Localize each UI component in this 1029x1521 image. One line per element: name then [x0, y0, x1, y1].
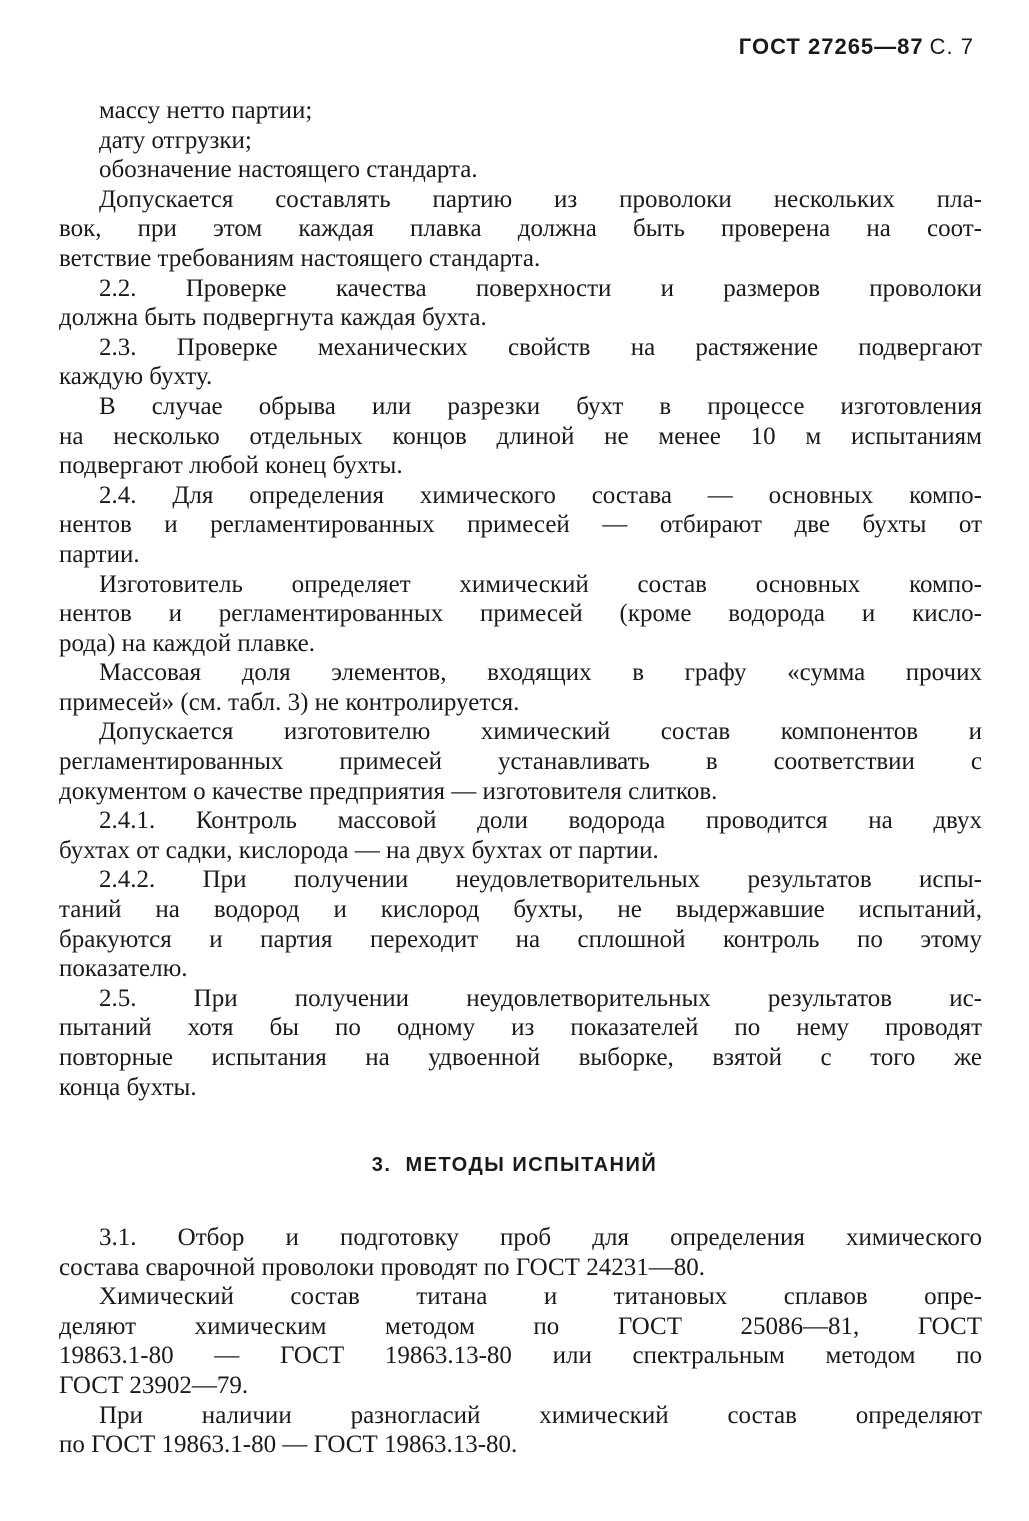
text-line: нентов и регламентированных примесей — отбирают две бухты от: [59, 511, 982, 539]
text-line: дату отгрузки;: [99, 126, 252, 154]
text-line: 2.5. При получении неудовлетворительных результатов ис-: [99, 984, 982, 1012]
text-line: 2.4. Для определения химического состава — основных компо-: [99, 481, 982, 509]
text-line: примесей» (см. табл. 3) не контролируется.: [59, 688, 520, 716]
text-line: 2.4.1. Контроль массовой доли водорода проводится на двух: [99, 807, 982, 835]
text-line: пытаний хотя бы по одному из показателей по нему проводят: [59, 1014, 982, 1042]
text-line: на несколько отдельных концов длиной не менее 10 м испытаниям: [59, 422, 982, 450]
text-line: должна быть подвергнута каждая бухта.: [59, 304, 487, 332]
text-line: Допускается составлять партию из проволоки нескольких пла-: [99, 185, 982, 213]
text-line: Химический состав титана и титановых сплавов опре-: [99, 1283, 982, 1311]
text-line: 2.4.2. При получении неудовлетворительных результатов испы-: [99, 866, 982, 894]
section-3-text: [59, 1223, 982, 1460]
section-title: МЕТОДЫ ИСПЫТАНИЙ: [405, 1154, 658, 1176]
text-line: повторные испытания на удвоенной выборке, взятой с того же: [59, 1044, 982, 1071]
text-line: каждую бухту.: [59, 363, 213, 391]
text-line: 2.2. Проверке качества поверхности и размеров проволоки: [99, 274, 982, 302]
text-line: подвергают любой конец бухты.: [59, 452, 403, 480]
section-number: 3.: [371, 1154, 392, 1176]
text-line: ветствие требованиям настоящего стандарта.: [59, 244, 541, 272]
text-line: рода) на каждой плавке.: [59, 629, 316, 657]
text-line: При наличии разногласий химический состав определяют: [99, 1401, 982, 1429]
text-line: обозначение настоящего стандарта.: [99, 156, 478, 184]
text-line: Массовая доля элементов, входящих в графу «сумма прочих: [99, 659, 982, 687]
text-line: Допускается изготовителю химический состав компонентов и: [99, 718, 982, 746]
text-line: регламентированных примесей устанавливать в соответствии с: [59, 748, 982, 776]
text-line: показателю.: [59, 955, 188, 983]
text-line: 2.3. Проверке механических свойств на растяжение подвергают: [99, 333, 982, 361]
text-line: бухтах от садки, кислорода — на двух бухтах от партии.: [59, 836, 659, 864]
text-line: состава сварочной проволоки проводят по ГОСТ 24231—80.: [59, 1253, 705, 1281]
text-line: ГОСТ 23902—79.: [59, 1371, 249, 1399]
text-line: бракуются и партия переходит на сплошной контроль по этому: [59, 925, 982, 953]
text-line: В случае обрыва или разрезки бухт в процессе изготовления: [99, 392, 982, 420]
text-line: Изготовитель определяет химический состав основных компо-: [99, 570, 982, 598]
text-line: конца бухты.: [59, 1073, 197, 1101]
page-header: [739, 34, 974, 60]
text-line: по ГОСТ 19863.1-80 — ГОСТ 19863.13-80.: [59, 1431, 518, 1459]
text-line: документом о качестве предприятия — изготовителя слитков.: [59, 777, 718, 805]
page-number: С. 7: [929, 34, 974, 59]
text-line: деляют химическим методом по ГОСТ 25086—81, ГОСТ: [59, 1312, 982, 1340]
text-line: 3.1. Отбор и подготовку проб для определения химического: [99, 1224, 982, 1251]
text-line: 19863.1-80 — ГОСТ 19863.13-80 или спектральным методом по: [59, 1342, 982, 1370]
section-2-text: [59, 96, 982, 1102]
section-3-heading: [0, 1154, 1029, 1177]
text-line: таний на водород и кислород бухты, не выдержавшие испытаний,: [59, 896, 982, 924]
text-line: нентов и регламентированных примесей (кроме водорода и кисло-: [59, 600, 982, 628]
text-line: партии.: [59, 540, 140, 568]
standard-designation: ГОСТ 27265—87: [738, 34, 924, 59]
text-line: вок, при этом каждая плавка должна быть проверена на соот-: [59, 215, 982, 243]
text-line: массу нетто партии;: [99, 97, 313, 124]
